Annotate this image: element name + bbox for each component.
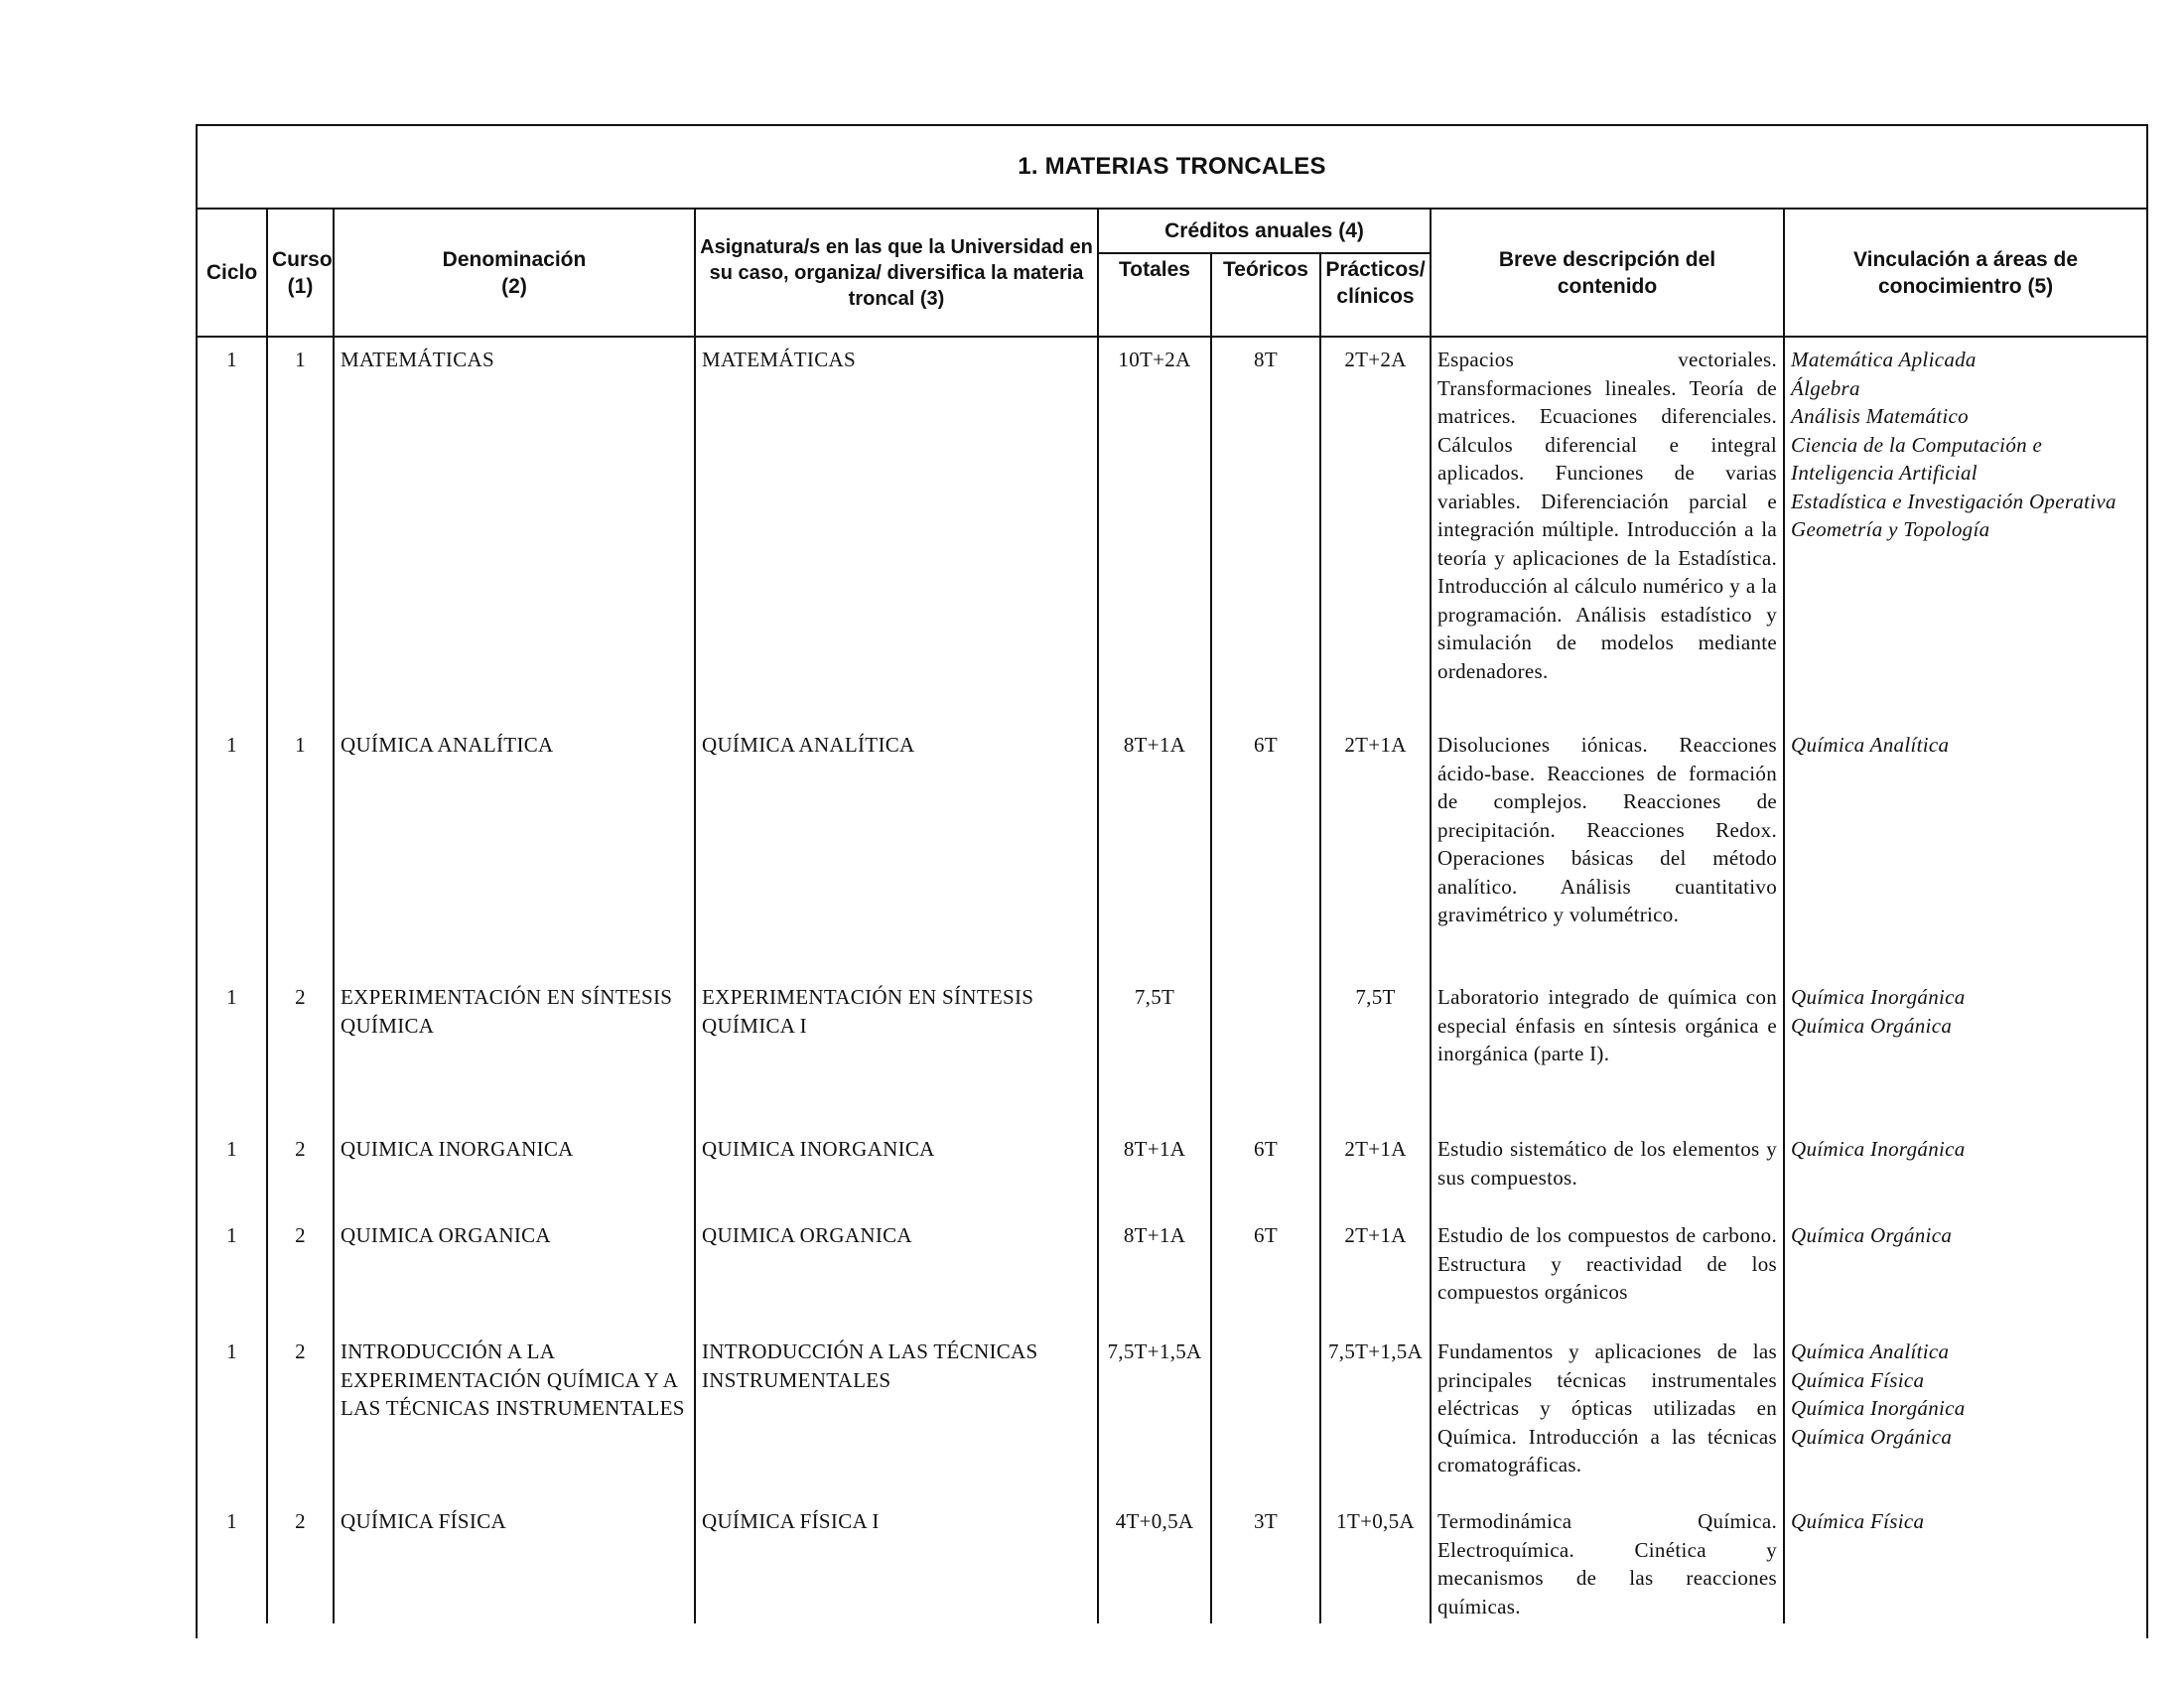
row-practicos: 2T+1A [1320, 723, 1431, 975]
row-totales: 7,5T+1,5A [1098, 1330, 1211, 1499]
row-ciclo: 1 [226, 733, 237, 757]
table-row [198, 975, 2146, 1127]
row-totales: 7,5T [1098, 975, 1211, 1127]
row-vinculacion [1784, 1499, 2146, 1623]
header-practicos: Prácticos/ clínicos [1320, 253, 1431, 337]
header-vinculacion: Vinculación a áreas de conocimientro (5) [1784, 210, 2146, 337]
area-item: Estadística e Investigación Operativa [1791, 489, 2116, 513]
table-body [198, 337, 2146, 1623]
row-teoricos: 6T [1211, 1127, 1320, 1213]
row-ciclo: 1 [226, 1509, 237, 1533]
table-row [198, 1330, 2146, 1499]
table-row [198, 1127, 2146, 1213]
row-denominacion: QUIMICA INORGANICA [334, 1127, 695, 1213]
row-descripcion: Termodinámica Química. Electroquímica. Cinética y mecanismos de las reacciones químicas. [1431, 1499, 1784, 1623]
area-item: Química Inorgánica [1791, 1137, 1966, 1161]
row-descripcion: Disoluciones iónicas. Reacciones ácido-base. Reacciones de formación de complejos. Reacciones de precipitación. Reacciones Redox. Operaciones básicas del método analítico. Análisis cuantitativo gravimétrico y volumétrico. [1431, 723, 1784, 975]
row-ciclo: 1 [226, 1339, 237, 1363]
row-curso: 2 [267, 1127, 334, 1213]
row-descripcion: Estudio sistemático de los elementos y sus compuestos. [1431, 1127, 1784, 1213]
header-teoricos: Teóricos [1211, 253, 1320, 337]
header-denominacion: Denominación (2) [334, 210, 695, 337]
row-asignatura: MATEMÁTICAS [695, 337, 1098, 723]
table-row [198, 1213, 2146, 1330]
row-denominacion: QUÍMICA ANALÍTICA [334, 723, 695, 975]
header-curso: Curso (1) [267, 210, 334, 337]
header-descripcion: Breve descripción del contenido [1431, 210, 1784, 337]
area-item: Química Física [1791, 1509, 1925, 1533]
area-item: Ciencia de la Computación e Inteligencia Artificial [1791, 432, 2043, 485]
row-practicos: 1T+0,5A [1320, 1499, 1431, 1623]
row-teoricos [1211, 1330, 1320, 1499]
area-item: Química Analítica [1791, 1339, 1950, 1363]
row-descripcion: Laboratorio integrado de química con especial énfasis en síntesis orgánica e inorgánica (parte I). [1431, 975, 1784, 1127]
area-item: Álgebra [1791, 375, 1860, 400]
header-totales: Totales [1098, 253, 1211, 337]
row-curso: 2 [267, 975, 334, 1127]
row-teoricos: 8T [1211, 337, 1320, 723]
row-asignatura: QUIMICA INORGANICA [695, 1127, 1098, 1213]
row-denominacion: MATEMÁTICAS [334, 337, 695, 723]
row-ciclo: 1 [226, 1137, 237, 1161]
row-ciclo: 1 [226, 985, 237, 1009]
row-totales: 8T+1A [1098, 1127, 1211, 1213]
row-ciclo: 1 [226, 1223, 237, 1247]
area-item: Geometría y Topología [1791, 517, 1990, 541]
row-teoricos [1211, 975, 1320, 1127]
area-item: Química Inorgánica [1791, 1396, 1966, 1420]
row-practicos: 2T+1A [1320, 1127, 1431, 1213]
row-teoricos: 3T [1211, 1499, 1320, 1623]
area-item: Química Inorgánica [1791, 985, 1966, 1009]
area-item: Análisis Matemático [1791, 404, 1969, 428]
table-row [198, 723, 2146, 975]
area-item: Matemática Aplicada [1791, 348, 1977, 371]
row-vinculacion [1784, 337, 2146, 723]
row-practicos: 2T+1A [1320, 1213, 1431, 1330]
area-item: Química Física [1791, 1367, 1925, 1392]
row-denominacion: QUÍMICA FÍSICA [334, 1499, 695, 1623]
header-ciclo: Ciclo [198, 210, 267, 337]
row-vinculacion [1784, 1213, 2146, 1330]
row-teoricos: 6T [1211, 1213, 1320, 1330]
row-asignatura: QUÍMICA ANALÍTICA [695, 723, 1098, 975]
row-descripcion: Estudio de los compuestos de carbono. Estructura y reactividad de los compuestos orgánicos [1431, 1213, 1784, 1330]
row-curso: 1 [267, 337, 334, 723]
curriculum-sheet [196, 124, 2148, 1638]
row-practicos: 2T+2A [1320, 337, 1431, 723]
row-vinculacion [1784, 723, 2146, 975]
row-curso: 2 [267, 1330, 334, 1499]
header-row-top [198, 210, 2146, 253]
area-item: Química Analítica [1791, 733, 1950, 757]
row-vinculacion [1784, 1330, 2146, 1499]
row-totales: 10T+2A [1098, 337, 1211, 723]
row-asignatura: QUIMICA ORGANICA [695, 1213, 1098, 1330]
row-totales: 8T+1A [1098, 1213, 1211, 1330]
row-asignatura: QUÍMICA FÍSICA I [695, 1499, 1098, 1623]
row-curso: 1 [267, 723, 334, 975]
area-item: Química Orgánica [1791, 1424, 1953, 1449]
row-totales: 8T+1A [1098, 723, 1211, 975]
row-asignatura: INTRODUCCIÓN A LAS TÉCNICAS INSTRUMENTALES [695, 1330, 1098, 1499]
row-practicos: 7,5T+1,5A [1320, 1330, 1431, 1499]
row-denominacion: EXPERIMENTACIÓN EN SÍNTESIS QUÍMICA [334, 975, 695, 1127]
row-ciclo: 1 [226, 348, 237, 371]
area-item: Química Orgánica [1791, 1013, 1953, 1038]
row-teoricos: 6T [1211, 723, 1320, 975]
header-creditos: Créditos anuales (4) [1098, 210, 1431, 253]
section-title: 1. MATERIAS TRONCALES [198, 126, 2146, 210]
row-totales: 4T+0,5A [1098, 1499, 1211, 1623]
row-denominacion: INTRODUCCIÓN A LA EXPERIMENTACIÓN QUÍMICA Y A LAS TÉCNICAS INSTRUMENTALES [334, 1330, 695, 1499]
row-descripcion: Fundamentos y aplicaciones de las principales técnicas instrumentales eléctricas y ópticas utilizadas en Química. Introducción a las técnicas cromatográficas. [1431, 1330, 1784, 1499]
row-asignatura: EXPERIMENTACIÓN EN SÍNTESIS QUÍMICA I [695, 975, 1098, 1127]
row-practicos: 7,5T [1320, 975, 1431, 1127]
row-curso: 2 [267, 1213, 334, 1330]
row-denominacion: QUIMICA ORGANICA [334, 1213, 695, 1330]
row-vinculacion [1784, 1127, 2146, 1213]
row-curso: 2 [267, 1499, 334, 1623]
table-row [198, 337, 2146, 723]
area-item: Química Orgánica [1791, 1223, 1953, 1247]
row-vinculacion [1784, 975, 2146, 1127]
table-row [198, 1499, 2146, 1623]
subjects-table [198, 210, 2146, 1623]
header-asignatura: Asignatura/s en las que la Universidad en su caso, organiza/ diversifica la materia troncal (3) [695, 210, 1098, 337]
row-descripcion: Espacios vectoriales. Transformaciones lineales. Teoría de matrices. Ecuaciones diferenciales. Cálculos diferencial e integral aplicados. Funciones de varias variables. Diferenciación parcial e integración múltiple. Introducción a la teoría y aplicaciones de la Estadística. Introducción al cálculo numérico y a la programación. Análisis estadístico y simulación de modelos mediante ordenadores. [1431, 337, 1784, 723]
